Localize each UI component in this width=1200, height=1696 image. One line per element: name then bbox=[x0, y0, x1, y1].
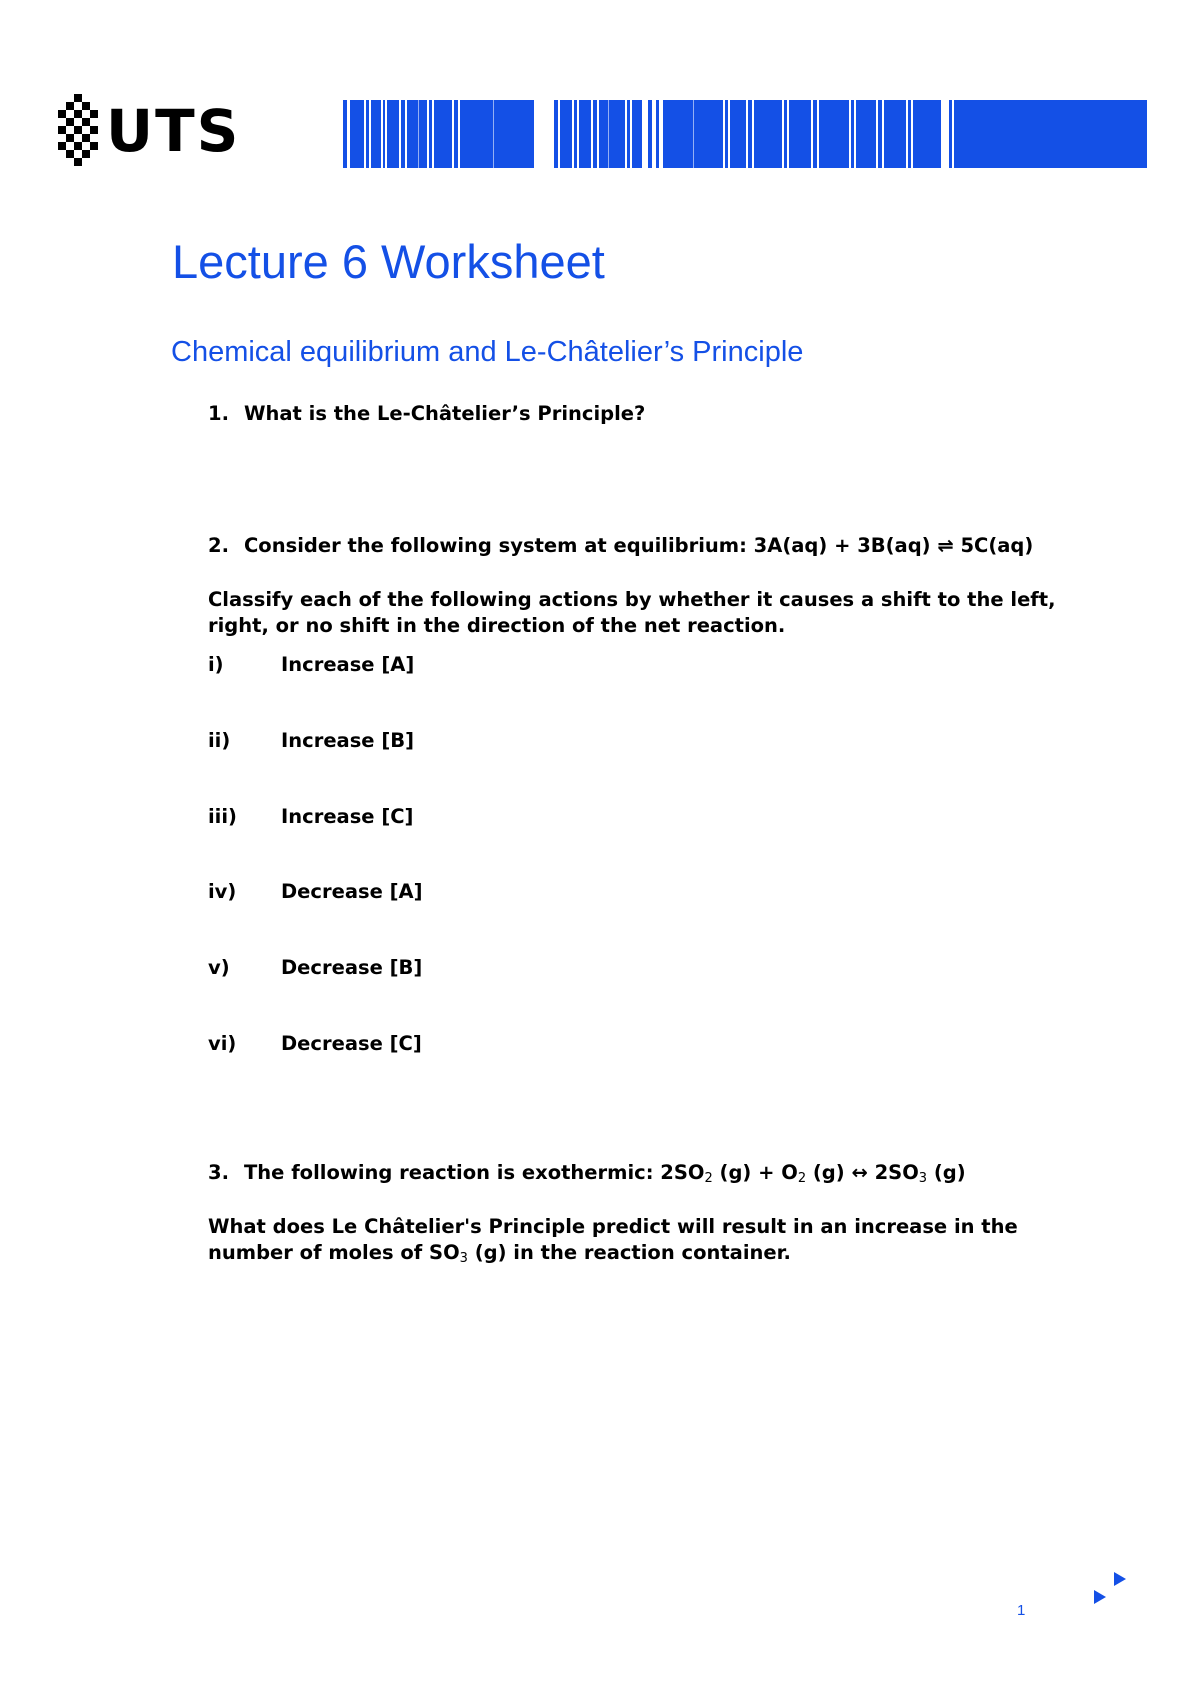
item-text: Increase [C] bbox=[281, 805, 414, 828]
item-label: iv) bbox=[208, 880, 237, 903]
item-text: Decrease [A] bbox=[281, 880, 423, 903]
question-3 bbox=[208, 1159, 966, 1186]
question-text: The following reaction is exothermic: $2SO_2$ $(g) + O_2$ (g) ↔ $2SO_3$ (g) bbox=[244, 1161, 966, 1186]
question-number: 1. bbox=[208, 402, 229, 425]
page-subtitle: Chemical equilibrium and Le-Châtelier’s Principle bbox=[171, 336, 804, 368]
item-label: iii) bbox=[208, 805, 237, 828]
item-text: Increase [A] bbox=[281, 653, 415, 676]
question-3-line-1: What does Le Châtelier's Principle predict will result in an increase in the bbox=[208, 1215, 1018, 1238]
list-item bbox=[208, 803, 414, 830]
uts-logo bbox=[58, 94, 241, 168]
question-number: 2. bbox=[208, 534, 229, 557]
question-3-line-2: number of moles of $SO_3$ (g) in the reaction container. bbox=[208, 1241, 791, 1266]
item-label: ii) bbox=[208, 729, 231, 752]
question-2-instruction-line-1: Classify each of the following actions by whether it causes a shift to the left, bbox=[208, 588, 1056, 611]
question-number: 3. bbox=[208, 1161, 229, 1184]
question-2-instruction-line-2: right, or no shift in the direction of the net reaction. bbox=[208, 614, 786, 637]
logo-text: UTS bbox=[106, 97, 241, 165]
question-1 bbox=[208, 400, 646, 427]
question-2 bbox=[208, 532, 1034, 559]
list-item bbox=[208, 651, 415, 678]
header-bars-decoration bbox=[343, 100, 1147, 168]
list-item bbox=[208, 1030, 422, 1057]
play-arrows-icon bbox=[1090, 1570, 1130, 1610]
question-text: What is the Le-Châtelier’s Principle? bbox=[244, 402, 646, 425]
item-label: v) bbox=[208, 956, 230, 979]
item-text: Decrease [C] bbox=[281, 1032, 422, 1055]
question-text: Consider the following system at equilibrium: 3A(aq) + 3B(aq) ⇌ 5C(aq) bbox=[244, 534, 1034, 557]
item-label: i) bbox=[208, 653, 224, 676]
page-number: 1 bbox=[1017, 1602, 1026, 1619]
list-item bbox=[208, 878, 423, 905]
item-label: vi) bbox=[208, 1032, 237, 1055]
page-title: Lecture 6 Worksheet bbox=[172, 235, 605, 288]
uts-crest-icon bbox=[58, 94, 102, 168]
item-text: Decrease [B] bbox=[281, 956, 423, 979]
list-item bbox=[208, 727, 415, 754]
list-item bbox=[208, 954, 423, 981]
item-text: Increase [B] bbox=[281, 729, 415, 752]
